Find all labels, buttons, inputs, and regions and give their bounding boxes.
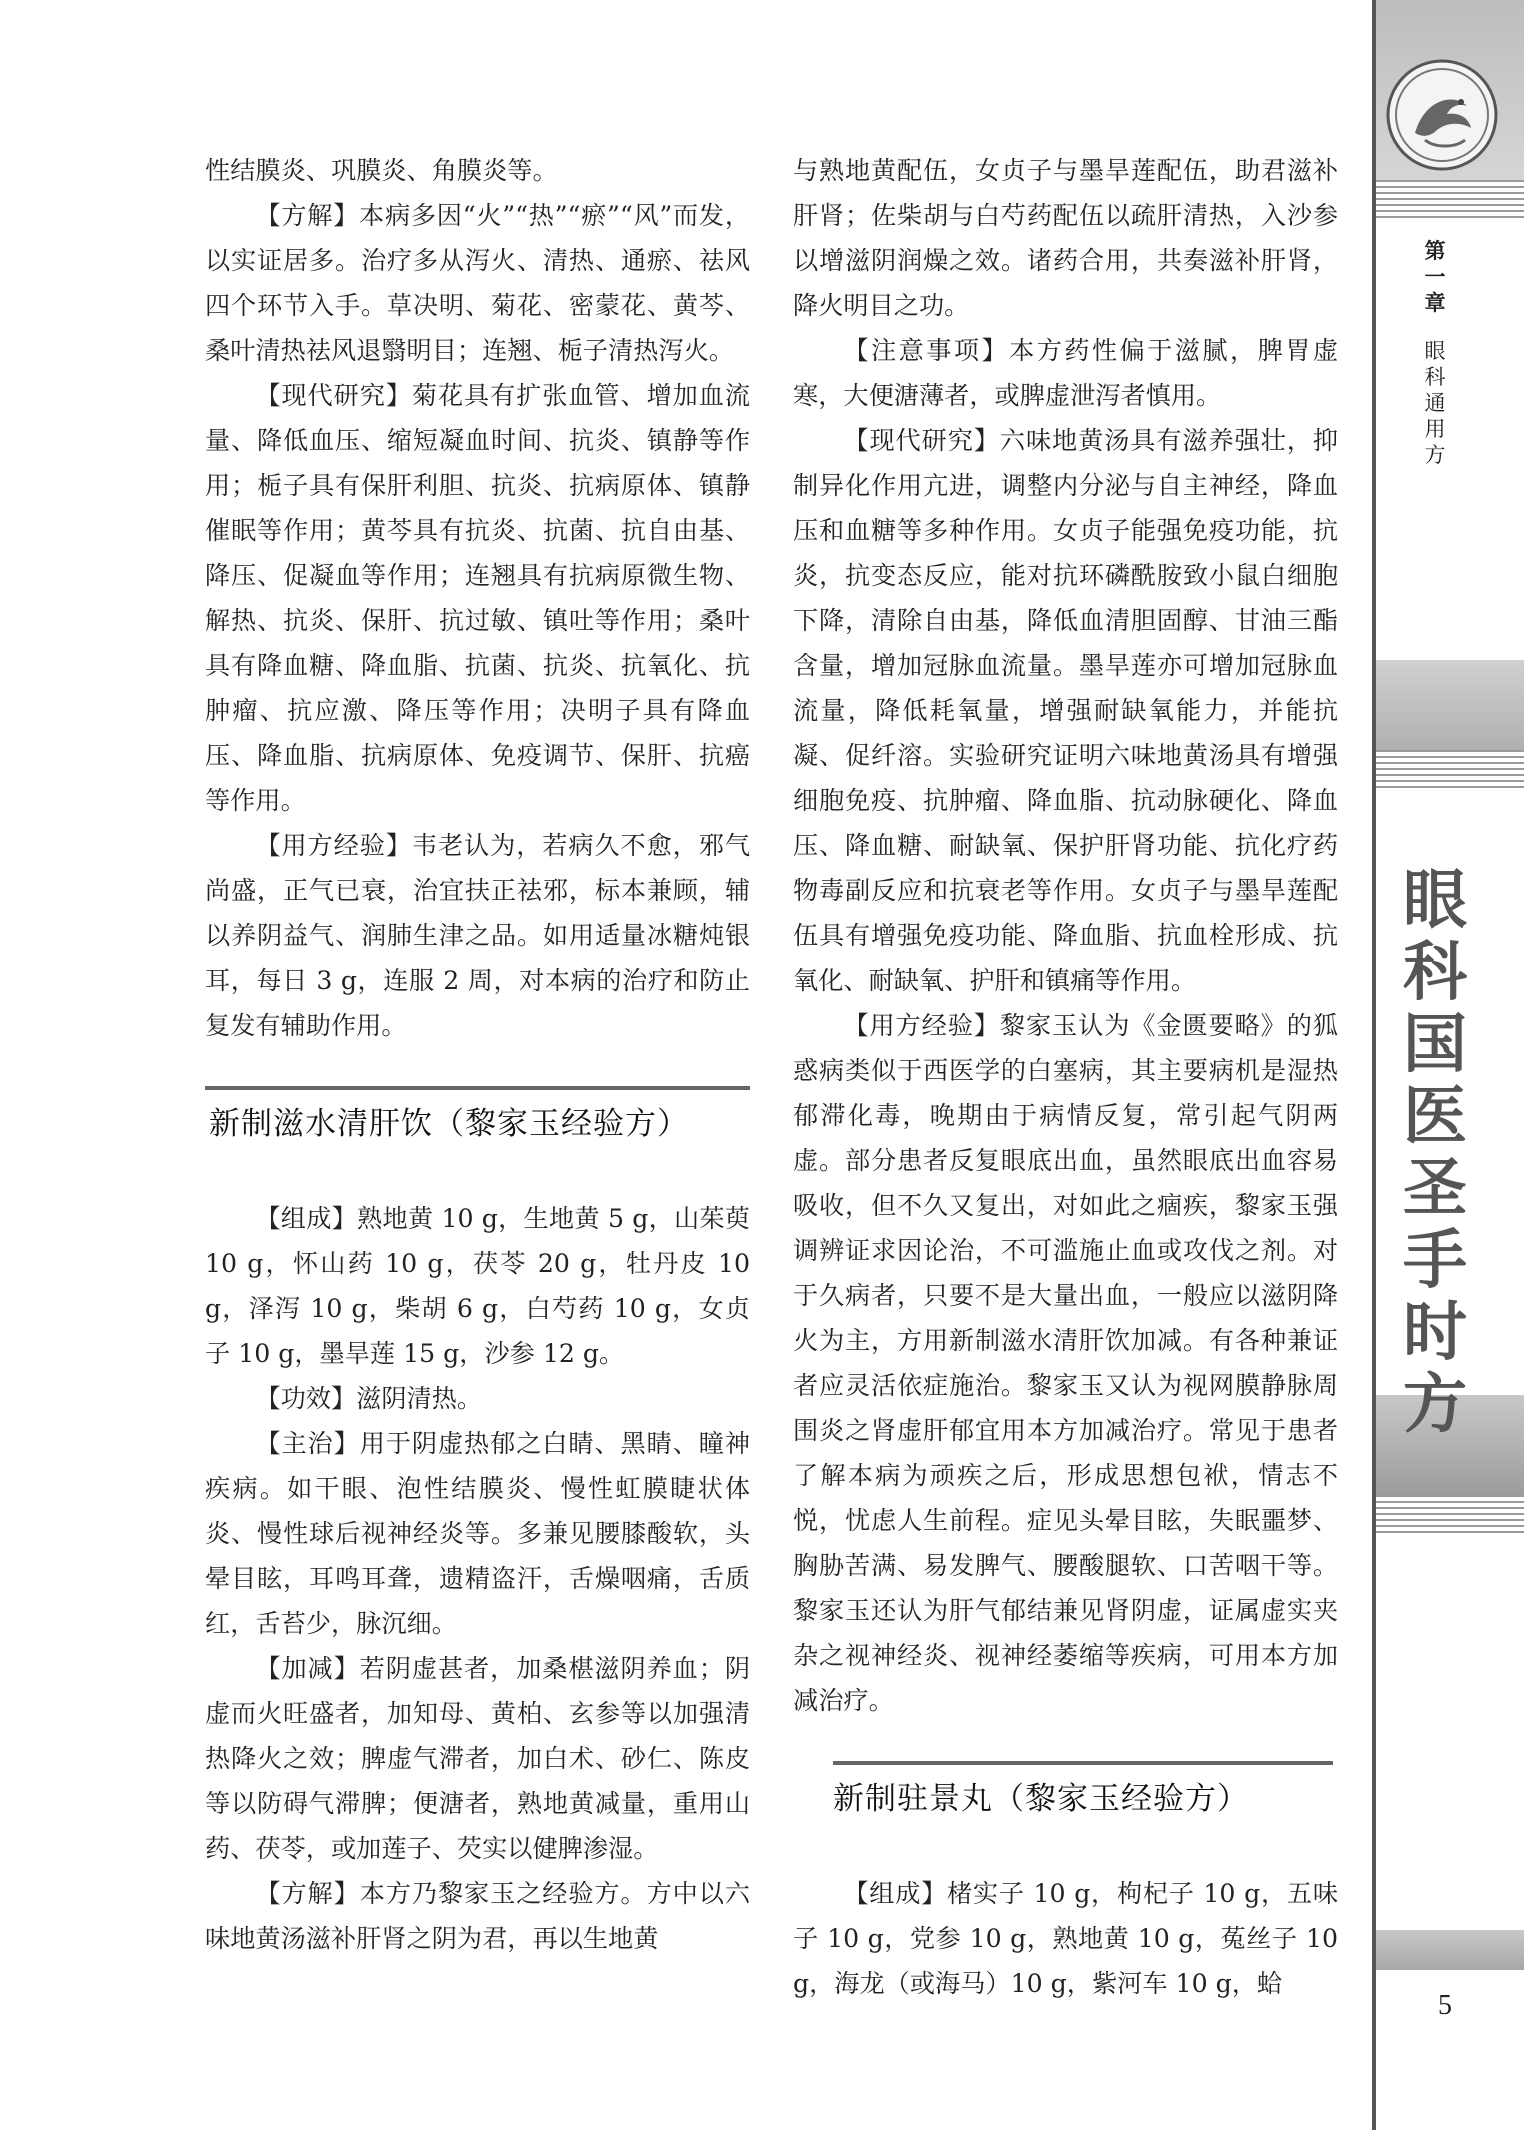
paragraph-caution: 【注意事项】本方药性偏于滋腻，脾胃虚寒，大便溏薄者，或脾虚泄泻者慎用。 [793,336,1339,410]
paragraph-fangjie: 【方解】本病多因“火”“热”“瘀”“风”而发，以实证居多。治疗多从泻火、清热、通瘀、祛风四个环节入手。草决明、菊花、密蒙花、黄芩、桑叶清热祛风退翳明目；连翘、栀子清热泻火。 [205,201,751,365]
left-column [205,148,750,1961]
chapter-title: 眼科通用方 [1424,339,1446,467]
section-rule [833,1761,1333,1765]
paragraph-zucheng: 【组成】熟地黄 10 g，生地黄 5 g，山茱萸 10 g，怀山药 10 g，茯苓 20 g，牡丹皮 10 g，泽泻 10 g，柴胡 6 g，白芍药 10 g，女贞子 10 g，墨旱莲 15 g，沙参 12 g。 [205,1204,750,1368]
phoenix-emblem-icon [1385,58,1499,172]
chapter-label [1420,238,1450,468]
paragraph-experience: 【用方经验】韦老认为，若病久不愈，邪气尚盛，正气已衰，治宜扶正祛邪，标本兼顾，辅以养阴益气、润肺生津之品。如用适量冰糖炖银耳，每日 3 g，连服 2 周，对本病的治疗和防止复发有辅助作用。 [205,831,751,1040]
book-title: 眼科国医圣手时方 [1403,863,1467,1442]
section-title: 新制驻景丸（黎家玉经验方） [833,1781,1249,1817]
section-heading [793,1761,1338,1825]
paragraph: 性结膜炎、巩膜炎、角膜炎等。 [205,156,558,185]
sidebar-divider [1372,0,1376,2130]
chapter-number: 第一章 [1424,239,1446,315]
paragraph-continued: 与熟地黄配伍，女贞子与墨旱莲配伍，助君滋补肝肾；佐柴胡与白芍药配伍以疏肝清热，入沙参以增滋阴润燥之效。诸药合用，共奏滋补肝肾，降火明目之功。 [793,156,1338,320]
sidebar-stripes [1376,1495,1524,1535]
paragraph-gongxiao: 【功效】滋阴清热。 [255,1384,483,1413]
paragraph-experience: 【用方经验】黎家玉认为《金匮要略》的狐惑病类似于西医学的白塞病，其主要病机是湿热郁滞化毒，晚期由于病情反复，常引起气阴两虚。部分患者反复眼底出血，虽然眼底出血容易吸收，但不久又复出，对如此之痼疾，黎家玉强调辨证求因论治，不可滥施止血或攻伐之剂。对于久病者，只要不是大量出血，一般应以滋阴降火为主，方用新制滋水清肝饮加减。有各种兼证者应灵活依症施治。黎家玉又认为视网膜静脉周围炎之肾虚肝郁宜用本方加减治疗。常见于患者了解本病为顽疾之后，形成思想包袱，情志不悦，忧虑人生前程。症见头晕目眩，失眠噩梦、胸胁苦满、易发脾气、腰酸腿软、口苦咽干等。黎家玉还认为肝气郁结兼见肾阴虚，证属虚实夹杂之视神经炎、视神经萎缩等疾病，可用本方加减治疗。 [793,1011,1339,1715]
paragraph-fangjie-2: 【方解】本方乃黎家玉之经验方。方中以六味地黄汤滋补肝肾之阴为君，再以生地黄 [205,1879,751,1953]
section-title: 新制滋水清肝饮（黎家玉经验方） [209,1106,689,1142]
section-rule [205,1086,750,1090]
paragraph-zucheng: 【组成】楮实子 10 g，枸杞子 10 g，五味子 10 g，党参 10 g，熟地黄 10 g，菟丝子 10 g，海龙（或海马）10 g，紫河车 10 g，蛤 [793,1879,1339,1998]
section-heading [205,1086,750,1150]
paragraph-research: 【现代研究】六味地黄汤具有滋养强壮，抑制异化作用亢进，调整内分泌与自主神经，降血压和血糖等多种作用。女贞子能强免疫功能，抗炎，抗变态反应，能对抗环磷酰胺致小鼠白细胞下降，清除自由基，降低血清胆固醇、甘油三酯含量，增加冠脉血流量。墨旱莲亦可增加冠脉血流量，降低耗氧量，增强耐缺氧能力，并能抗凝、促纤溶。实验研究证明六味地黄汤具有增强细胞免疫、抗肿瘤、降血脂、抗动脉硬化、降血压、降血糖、耐缺氧、保护肝肾功能、抗化疗药物毒副反应和抗衰老等作用。女贞子与墨旱莲配伍具有增强免疫功能、降血脂、抗血栓形成、抗氧化、耐缺氧、护肝和镇痛等作用。 [793,426,1339,995]
sidebar-stripes [1376,180,1524,220]
page-number: 5 [1438,1990,1452,2021]
sidebar-band [1376,1930,1524,1970]
sidebar-stripes [1376,750,1524,790]
paragraph-jiajian: 【加减】若阴虚甚者，加桑椹滋阴养血；阴虚而火旺盛者，加知母、黄柏、玄参等以加强清热降火之效；脾虚气滞者，加白术、砂仁、陈皮等以防碍气滞脾；便溏者，熟地黄减量，重用山药、茯苓，或加莲子、芡实以健脾渗湿。 [205,1654,751,1863]
paragraph-research: 【现代研究】菊花具有扩张血管、增加血流量、降低血压、缩短凝血时间、抗炎、镇静等作用；栀子具有保肝利胆、抗炎、抗病原体、镇静催眠等作用；黄芩具有抗炎、抗菌、抗自由基、降压、促凝血等作用；连翘具有抗病原微生物、解热、抗炎、保肝、抗过敏、镇吐等作用；桑叶具有降血糖、降血脂、抗菌、抗炎、抗氧化、抗肿瘤、抗应激、降压等作用；决明子具有降血压、降血脂、抗病原体、免疫调节、保肝、抗癌等作用。 [205,381,751,815]
sidebar-band [1376,660,1524,750]
right-column [793,148,1338,2006]
paragraph-zhuzhi: 【主治】用于阴虚热郁之白睛、黑睛、瞳神疾病。如干眼、泡性结膜炎、慢性虹膜睫状体炎、慢性球后视神经炎等。多兼见腰膝酸软，头晕目眩，耳鸣耳聋，遗精盗汗，舌燥咽痛，舌质红，舌苔少，脉沉细。 [205,1429,751,1638]
